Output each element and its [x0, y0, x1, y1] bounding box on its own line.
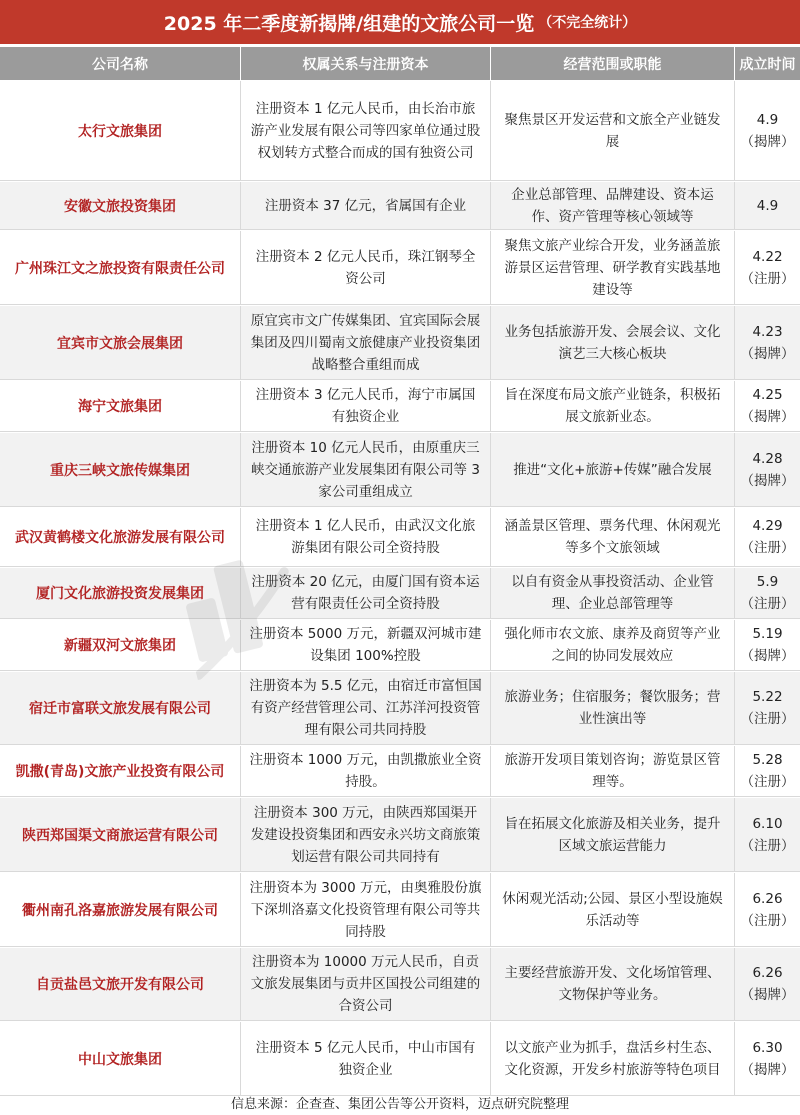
- table-row: [0, 306, 800, 381]
- founded-status: （揭牌）: [740, 1061, 795, 1078]
- scope-cell: 涵盖景区管理、票务代理、休闲观光等多个文旅领域: [491, 508, 735, 567]
- founded-status: （注册）: [740, 596, 795, 612]
- founded-cell: [735, 746, 800, 797]
- scope-cell: 企业总部管理、品牌建设、资本运作、资产管理等核心领域等: [491, 182, 735, 230]
- founded-cell: [735, 231, 800, 305]
- scope-cell: 旨在深度布局文旅产业链条，积极拓展文旅新业态。: [491, 381, 735, 432]
- ownership-cell: 注册资本 1 亿元人民币，由长治市旅游产业发展有限公司等四家单位通过股权划转方式整合而成的国有独资公司: [241, 81, 491, 181]
- table-header: [0, 47, 800, 80]
- founded-date: 4.9: [756, 111, 779, 128]
- founded-date: 4.25: [752, 387, 783, 403]
- founded-date: 4.28: [752, 450, 783, 467]
- company-name-cell: 中山文旅集团: [0, 1022, 241, 1096]
- company-name-cell: 宿迁市富联文旅发展有限公司: [0, 672, 241, 745]
- company-name-cell: 陕西郑国渠文商旅运营有限公司: [0, 798, 241, 872]
- scope-cell: 聚焦景区开发运营和文旅全产业链发展: [491, 81, 735, 181]
- company-name-cell: 新疆双河文旅集团: [0, 620, 241, 671]
- founded-status: （注册）: [740, 711, 795, 727]
- table-row: [0, 798, 800, 873]
- founded-date: 5.22: [752, 689, 783, 705]
- founded-cell: [735, 508, 800, 567]
- scope-cell: 以文旅产业为抓手，盘活乡村生态、文化资源，开发乡村旅游等特色项目: [491, 1022, 735, 1096]
- company-name-cell: 武汉黄鹤楼文化旅游发展有限公司: [0, 508, 241, 567]
- founded-date: 4.23: [752, 323, 783, 340]
- table-row: [0, 381, 800, 433]
- ownership-cell: 注册资本 20 亿元，由厦门国有资本运营有限责任公司全资持股: [241, 568, 491, 619]
- table-row: [0, 508, 800, 568]
- founded-cell: [735, 182, 800, 230]
- founded-date: 4.9: [756, 197, 779, 214]
- scope-cell: 聚焦文旅产业综合开发，业务涵盖旅游景区运营管理、研学教育实践基地建设等: [491, 231, 735, 305]
- founded-date: 6.26: [752, 890, 783, 907]
- table-row: [0, 948, 800, 1022]
- table-row: [0, 620, 800, 672]
- founded-date: 5.28: [752, 752, 783, 768]
- ownership-cell: 注册资本 1000 万元，由凯撒旅业全资持股。: [241, 746, 491, 797]
- header-ownership: 权属关系与注册资本: [241, 47, 491, 80]
- scope-cell: 主要经营旅游开发、文化场馆管理、文物保护等业务。: [491, 948, 735, 1021]
- founded-cell: [735, 433, 800, 507]
- founded-status: （注册）: [740, 912, 795, 929]
- table-title: 2025 年二季度新揭牌/组建的文旅公司一览: [163, 12, 535, 35]
- founded-status: （注册）: [740, 774, 795, 790]
- header-company-name: 公司名称: [0, 47, 241, 80]
- ownership-cell: 注册资本 2 亿元人民币，珠江钢琴全资公司: [241, 231, 491, 305]
- scope-cell: 推进“文化+旅游+传媒”融合发展: [491, 433, 735, 507]
- founded-status: （揭牌）: [740, 472, 795, 489]
- founded-cell: [735, 381, 800, 432]
- scope-cell: 旅游开发项目策划咨询；游览景区管理等。: [491, 746, 735, 797]
- founded-status: （注册）: [740, 540, 795, 556]
- founded-cell: [735, 798, 800, 872]
- founded-cell: [735, 1022, 800, 1096]
- founded-date: 6.30: [752, 1039, 783, 1056]
- ownership-cell: 注册资本为 10000 万元人民币，自贡文旅发展集团与贡井区国投公司组建的合资公司: [241, 948, 491, 1021]
- ownership-cell: 注册资本 300 万元，由陕西郑国渠开发建设投资集团和西安永兴坊文商旅策划运营有限公司共同持有: [241, 798, 491, 872]
- founded-status: （揭牌）: [740, 648, 795, 664]
- company-name-cell: 凯撒(青岛)文旅产业投资有限公司: [0, 746, 241, 797]
- founded-status: （注册）: [740, 837, 795, 854]
- founded-status: （揭牌）: [740, 409, 795, 425]
- table-row: [0, 746, 800, 798]
- ownership-cell: 注册资本 1 亿人民币，由武汉文化旅游集团有限公司全资持股: [241, 508, 491, 567]
- company-name-cell: 安徽文旅投资集团: [0, 182, 241, 230]
- ownership-cell: 注册资本 5000 万元，新疆双河城市建设集团 100%控股: [241, 620, 491, 671]
- company-name-cell: 海宁文旅集团: [0, 381, 241, 432]
- table-row: [0, 1022, 800, 1097]
- founded-status: （注册）: [740, 270, 795, 287]
- table-row: [0, 873, 800, 948]
- table-row: [0, 672, 800, 746]
- ownership-cell: 注册资本 5 亿元人民币，中山市国有独资企业: [241, 1022, 491, 1096]
- founded-date: 6.26: [752, 965, 783, 981]
- ownership-cell: 注册资本 10 亿元人民币，由原重庆三峡交通旅游产业发展集团有限公司等 3 家公司重组成立: [241, 433, 491, 507]
- scope-cell: 强化师市农文旅、康养及商贸等产业之间的协同发展效应: [491, 620, 735, 671]
- founded-date: 5.9: [756, 574, 779, 590]
- founded-cell: [735, 873, 800, 947]
- table-title-bar: [0, 0, 800, 44]
- founded-cell: [735, 948, 800, 1021]
- scope-cell: 休闲观光活动;公园、景区小型设施娱乐活动等: [491, 873, 735, 947]
- company-name-cell: 厦门文化旅游投资发展集团: [0, 568, 241, 619]
- scope-cell: 旅游业务；住宿服务；餐饮服务；营业性演出等: [491, 672, 735, 745]
- header-scope: 经营范围或职能: [491, 47, 735, 80]
- table-row: [0, 433, 800, 508]
- scope-cell: 业务包括旅游开发、会展会议、文化演艺三大核心板块: [491, 306, 735, 380]
- founded-cell: [735, 306, 800, 380]
- scope-cell: 以自有资金从事投资活动、企业管理、企业总部管理等: [491, 568, 735, 619]
- table-row: [0, 231, 800, 306]
- table-row: [0, 182, 800, 231]
- founded-cell: [735, 568, 800, 619]
- founded-date: 4.22: [752, 248, 783, 265]
- company-name-cell: 宜宾市文旅会展集团: [0, 306, 241, 380]
- table-row: [0, 568, 800, 620]
- company-name-cell: 广州珠江文之旅投资有限责任公司: [0, 231, 241, 305]
- founded-status: （揭牌）: [740, 987, 795, 1003]
- scope-cell: 旨在拓展文化旅游及相关业务，提升区域文旅运营能力: [491, 798, 735, 872]
- ownership-cell: 注册资本为 5.5 亿元，由宿迁市富恒国有资产经营管理公司、江苏洋河投资管理有限公司共同持股: [241, 672, 491, 745]
- founded-date: 6.10: [752, 815, 783, 832]
- founded-status: （揭牌）: [740, 345, 795, 362]
- table-title-note: （不完全统计）: [538, 15, 637, 31]
- company-name-cell: 重庆三峡文旅传媒集团: [0, 433, 241, 507]
- source-note: 信息来源：企查查、集团公告等公开资料，迈点研究院整理: [230, 1097, 569, 1112]
- table-row: [0, 81, 800, 182]
- table-body: [0, 81, 800, 1097]
- founded-cell: [735, 672, 800, 745]
- ownership-cell: 注册资本为 3000 万元，由奥雅股份旗下深圳洛嘉文化投资管理有限公司等共同持股: [241, 873, 491, 947]
- founded-date: 4.29: [752, 518, 783, 534]
- founded-status: （揭牌）: [740, 133, 795, 150]
- company-name-cell: 太行文旅集团: [0, 81, 241, 181]
- header-founded: 成立时间: [739, 56, 796, 73]
- company-name-cell: 自贡盐邑文旅开发有限公司: [0, 948, 241, 1021]
- founded-cell: [735, 81, 800, 181]
- founded-date: 5.19: [752, 626, 783, 642]
- ownership-cell: 注册资本 37 亿元，省属国有企业: [241, 182, 491, 230]
- ownership-cell: 原宜宾市文广传媒集团、宜宾国际会展集团及四川蜀南文旅健康产业投资集团战略整合重组而成: [241, 306, 491, 380]
- founded-cell: [735, 620, 800, 671]
- ownership-cell: 注册资本 3 亿元人民币，海宁市属国有独资企业: [241, 381, 491, 432]
- company-name-cell: 衢州南孔洛嘉旅游发展有限公司: [0, 873, 241, 947]
